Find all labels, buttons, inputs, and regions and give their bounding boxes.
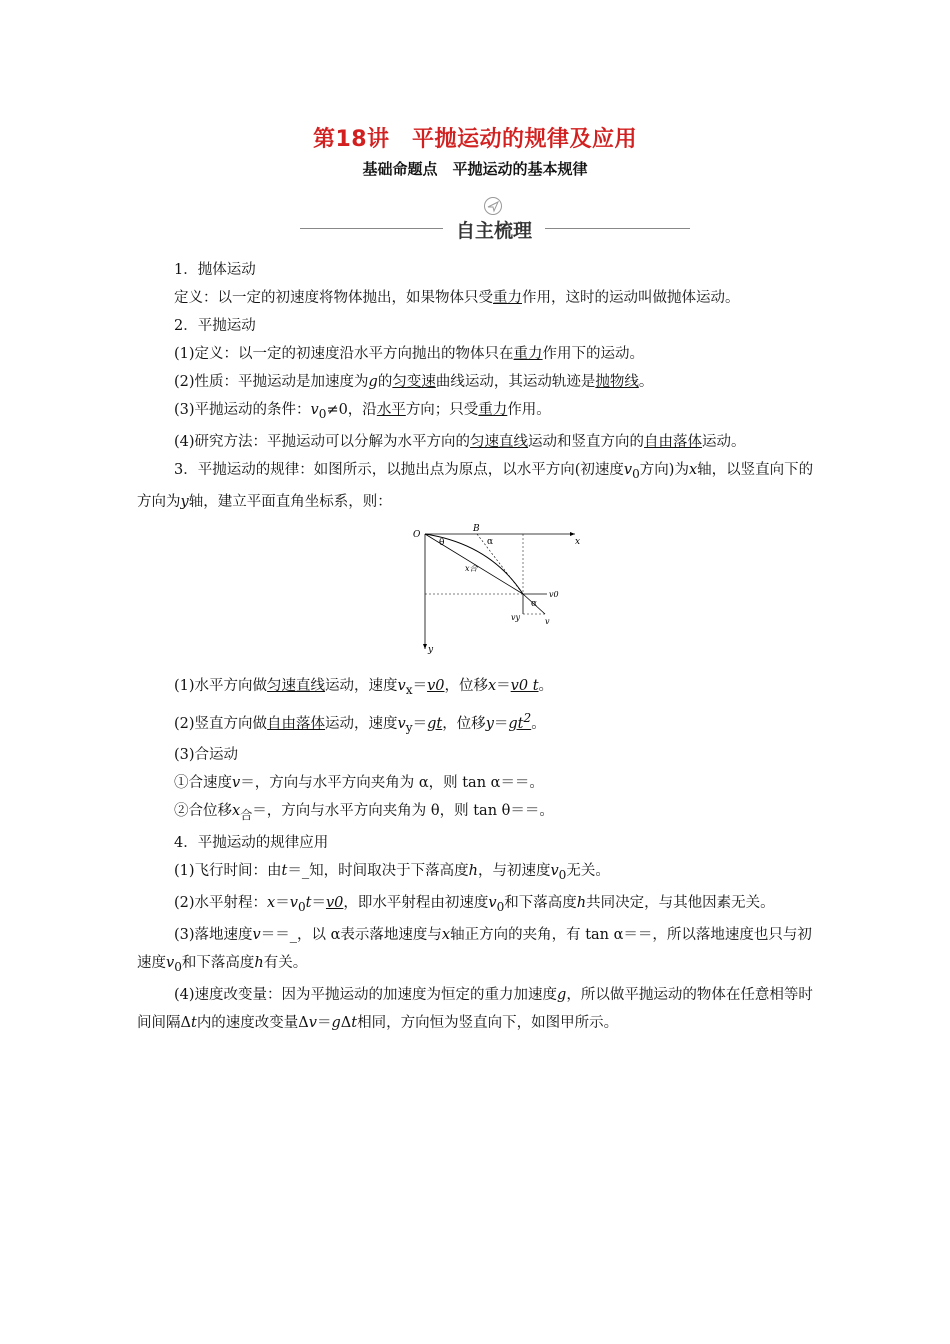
- s2-line2: (2)性质：平抛运动是加速度为g的匀变速曲线运动，其运动轨迹是抛物线。: [174, 374, 654, 390]
- s2-line4: (4)研究方法：平抛运动可以分解为水平方向的匀速直线运动和竖直方向的自由落体运动。: [174, 433, 746, 450]
- s3-line4: ①合速度v＝，方向与水平方向夹角为 α，则 tan α＝＝。: [174, 775, 544, 792]
- label-alpha-low: α: [531, 598, 538, 609]
- label-alpha-top: α: [487, 536, 494, 547]
- s4-line2: (2)水平射程：$x=v_0t=v0$，即水平射程由初速度$v_0$和下落高度h共同决定，与其他因素无关。: [174, 895, 775, 915]
- s4-heading: 4．平抛运动的规律应用: [174, 835, 329, 852]
- s3-line3: (3)合运动: [174, 747, 239, 764]
- divider-right: [545, 228, 690, 229]
- label-theta: θ: [439, 537, 445, 548]
- y-axis-arrow-icon: [423, 644, 427, 649]
- label-B: B: [473, 523, 480, 534]
- paper-plane-icon: [483, 196, 503, 216]
- s2-heading: 2．平抛运动: [174, 318, 256, 334]
- projectile-diagram: [137, 524, 815, 666]
- s1-heading: 1．抛体运动: [174, 262, 256, 278]
- s2-line3: (3)平抛运动的条件：$v_0\ne 0$，沿水平方向；只受重力作用。: [174, 402, 551, 421]
- label-y: y: [428, 644, 434, 654]
- main-content: [137, 256, 815, 1037]
- x-axis-arrow-icon: [570, 532, 575, 536]
- tangent-line: [477, 534, 523, 594]
- label-xhe: x合: [465, 563, 478, 573]
- section-header: [300, 196, 690, 246]
- label-O: O: [413, 529, 421, 540]
- s4-line4: (4)速度改变量：因为平抛运动的加速度为恒定的重力加速度g，所以做平抛运动的物体在任意相等时间间隔Δt内的速度改变量Δv＝gΔt相同，方向恒为竖直向下，如图甲所示。: [137, 986, 813, 1031]
- s4-line1: (1)飞行时间：由t＝_知，时间取决于下落高度h，与初速度$v_0$无关。: [174, 863, 610, 883]
- label-v0: v0: [549, 589, 559, 599]
- s1-definition: 定义：以一定的初速度将物体抛出，如果物体只受重力作用，这时的运动叫做抛体运动。: [174, 290, 740, 306]
- s4-line3: (3)落地速度v＝＝_，以 α表示落地速度与x轴正方向的夹角，有 tan α＝＝，所以落地速度也只与初速度$v_0$和下落高度h有关。: [137, 927, 812, 974]
- s3-line1: (1)水平方向做匀速直线运动，速度$v_x=v0$，位移x＝v0 t。: [174, 677, 554, 697]
- page-title: 第18讲 平抛运动的规律及应用: [312, 127, 638, 152]
- label-x: x: [575, 536, 581, 547]
- section-label: 自主梳理: [455, 220, 532, 242]
- page-subtitle: 基础命题点 平抛运动的基本规律: [362, 160, 588, 178]
- label-v: v: [545, 616, 550, 626]
- s3-line5: ②合位移$x_合=$，方向与水平方向夹角为 θ，则 tan θ＝＝。: [174, 803, 554, 823]
- s2-line1: (1)定义：以一定的初速度沿水平方向抛出的物体只在重力作用下的运动。: [174, 346, 645, 362]
- divider-left: [300, 228, 443, 229]
- s3-intro: 3．平抛运动的规律：如图所示，以抛出点为原点，以水平方向(初速度$v_0$方向)为x轴，以竖直向下的方向为y轴，建立平面直角坐标系，则：: [137, 461, 814, 510]
- s3-line2: (2)竖直方向做自由落体运动，速度$v_y=gt$，位移$y=gt^2$。: [174, 710, 546, 735]
- label-vy: vy: [511, 612, 521, 622]
